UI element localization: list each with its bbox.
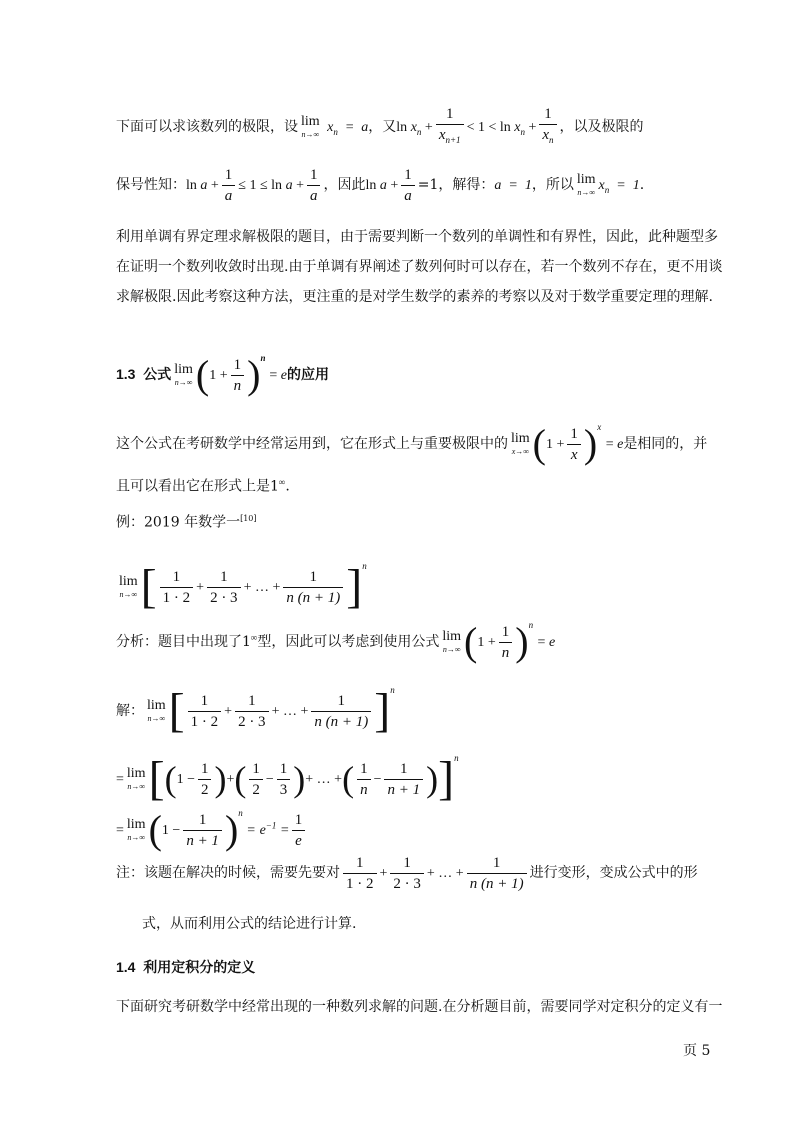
example-label: 例：2019 年数学一[10] xyxy=(116,514,257,531)
solution-line1: 解： lim n→∞ [ $\frac{1}{1 \cdot 2}$ + $\frac{1}{2 \cdot 3}$ + … + $\frac{1}{n (n + 1)}$ ]$^n$ xyxy=(116,684,395,737)
para2-text-e: . xyxy=(639,177,645,193)
para2-text-b: ，因此 xyxy=(323,177,366,193)
frac-1-a-3: $\frac{1}{a}$ xyxy=(401,165,415,206)
section-1-3-post: 的应用 xyxy=(287,366,330,382)
para3-line2: 在证明一个数列收敛时出现.由于单调有界阐述了数列何时可以存在，若一个数列不存在，更不用谈 xyxy=(116,259,723,275)
para2-text-c: =1，解得： xyxy=(417,177,495,193)
solution-label: 解： xyxy=(116,703,144,719)
note-line1: 注：该题在解决的时候，需要先要对 $\frac{1}{1 \cdot 2}$ + $\frac{1}{2 \cdot 3}$ + … + $\frac{1}{n (n + 1)}$ 进行变形，变成公式中的形 xyxy=(116,854,698,892)
analysis-line: 分析：题目中出现了1∞型，因此可以考虑到使用公式 lim n→∞ (1 + $\frac{1}{n}$ )$^n$ = e xyxy=(116,619,556,664)
para1-line1 xyxy=(116,104,716,150)
section-1-3-number: 1.3 xyxy=(116,366,136,382)
para1-text-b: ，又 xyxy=(368,119,397,135)
lim-symbol: lim n→∞ xyxy=(301,114,320,139)
para3-line3: 求解极限.因此考察这种方法，更注重的是对学生数学的素养的考察以及对于数学重要定理的理解. xyxy=(116,289,713,305)
para1-text-a: 下面可以求该数列的极限，设 xyxy=(116,119,298,135)
example-expression: lim n→∞ [ $\frac{1}{1 \cdot 2}$ + $\frac{1}{2 \cdot 3}$ + … + $\frac{1}{n (n + 1)}$ ]$^n$ xyxy=(119,560,367,613)
lim-symbol-3: lim n→∞ xyxy=(174,362,193,388)
section-1-4-heading: 1.4 利用定积分的定义 xyxy=(116,959,256,975)
para3-line1: 利用单调有界定理求解极限的题目，由于需要判断一个数列的单调性和有界性，因此，此种题型多 xyxy=(116,229,718,245)
frac-1-a-1: $\frac{1}{a}$ xyxy=(222,165,236,206)
solution-line2: = lim n→∞ [(1 − $\frac{1}{2}$ )+( $\frac{1}{2}$ − $\frac{1}{3}$ )+ … +( $\frac{1}{n}$ − $\frac{1}{n + 1}$ )]$^n$ xyxy=(116,752,459,805)
section-1-3-pre: 公式 xyxy=(143,366,172,382)
para1-text-c: ，以及极限的 xyxy=(559,119,644,135)
para2-text-a: 保号性知： xyxy=(116,177,186,193)
lim-symbol-5: lim n→∞ xyxy=(119,574,138,599)
lim-symbol-4: lim x→∞ xyxy=(511,431,530,456)
lim-symbol-2: lim n→∞ xyxy=(576,172,596,197)
frac-1-x: $\frac{1}{x}$ xyxy=(567,424,581,465)
frac-1-n: $\frac{1}{n}$ xyxy=(231,355,245,396)
para2-text-d: ，所以 xyxy=(531,177,574,193)
para4-text-b: 是相同的，并 xyxy=(623,436,708,452)
page-number: 页 5 xyxy=(683,1043,711,1059)
para4-line2: 且可以看出它在形式上是1∞. xyxy=(116,477,290,495)
section-1-3-heading: 1.3 公式 lim n→∞ (1 + $\frac{1}{n}$ )$^n$ = e的应用 xyxy=(116,352,330,398)
math-xn-eq-a: $x_n = a$ xyxy=(327,120,369,137)
math-a-eq-1: a = 1 xyxy=(494,178,532,193)
math-le: ≤ 1 ≤ ln a + xyxy=(238,178,304,193)
math-ln-xn: $\ln x_n$ + xyxy=(396,120,433,137)
para5-line1: 下面研究考研数学中经常出现的一种数列求解的问题.在分析题目前，需要同学对定积分的定义有一 xyxy=(116,999,723,1015)
note-line2: 式，从而利用公式的结论进行计算. xyxy=(142,916,357,932)
math-lt: < $1 < \ln x_n$ + xyxy=(466,120,537,137)
para4-line1: 这个公式在考研数学中经常运用到，它在形式上与重要极限中的 lim x→∞ (1 + $\frac{1}{x}$ )$^x$ = e是相同的，并 xyxy=(116,421,708,466)
math-ln-a-2: ln a + xyxy=(365,178,399,193)
para4-text-c: 且可以看出它在形式上是1 xyxy=(116,478,279,495)
frac-1-xn1: $\frac{1}{x_{n+1}}$ xyxy=(436,104,464,150)
para4-text-a: 这个公式在考研数学中经常运用到，它在形式上与重要极限中的 xyxy=(116,436,508,452)
solution-line3: = lim n→∞ (1 − $\frac{1}{n + 1}$ )$^n = e^{-1}$ = $\frac{1}{e}$ xyxy=(116,788,716,838)
frac-1-a-2: $\frac{1}{a}$ xyxy=(307,165,321,206)
lim-symbol-6: lim n→∞ xyxy=(442,629,462,654)
para1-line2 xyxy=(116,162,716,208)
math-xn-eq-1: $x_n = 1$ xyxy=(598,178,640,195)
math-ln-a-1: ln a + xyxy=(186,178,219,193)
frac-1-xn: $\frac{1}{x_n}$ xyxy=(539,104,556,150)
